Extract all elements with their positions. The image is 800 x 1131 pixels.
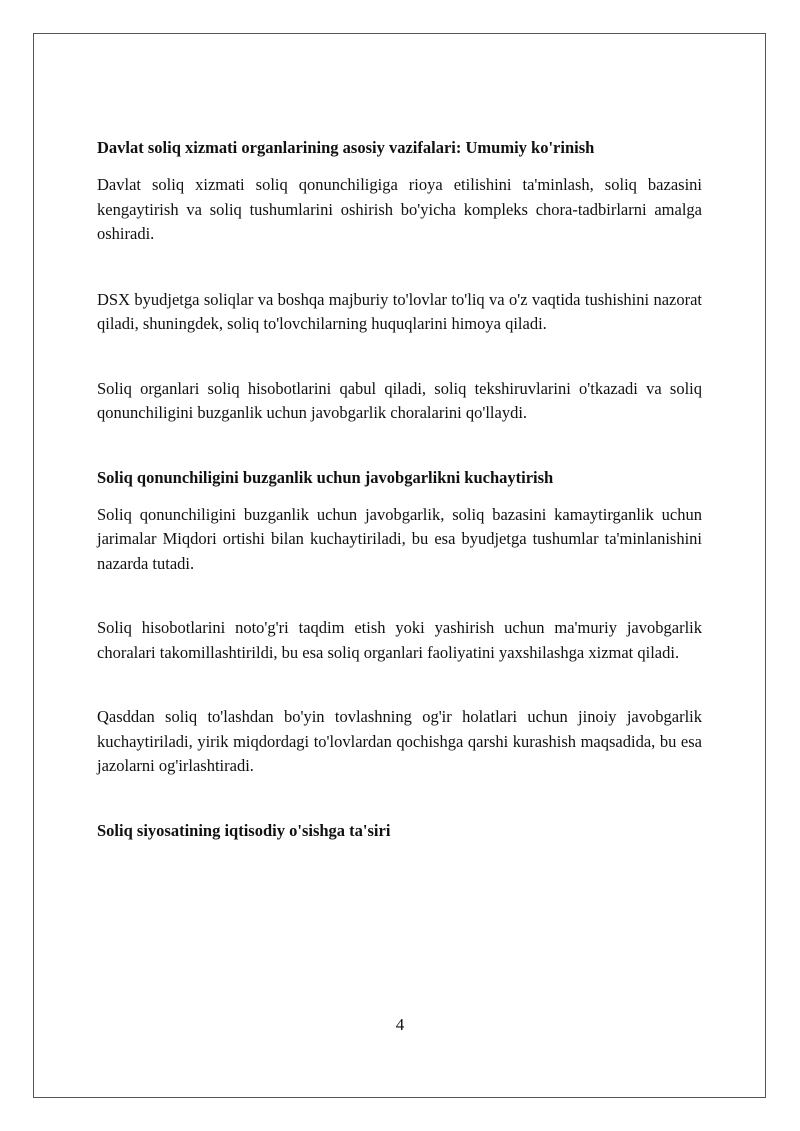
paragraph-administrative-liability: Soliq hisobotlarini noto'g'ri taqdim etish yoki yashirish uchun ma'muriy javobgarlik choralari takomillashtirildi, bu esa soliq organlari faoliyatini yaxshilashga xizmat qiladi.	[97, 618, 702, 662]
paragraph-tax-reports-inspections: Soliq organlari soliq hisobotlarini qabul qiladi, soliq tekshiruvlarini o'tkazadi va soliq qonunchiligini buzganlik uchun javobgarlik choralarini qo'llaydi.	[97, 378, 702, 422]
section-heading-liability-strengthening: Soliq qonunchiligini buzganlik uchun javobgarlikni kuchaytirish	[97, 467, 554, 487]
section-heading-tax-service-tasks: Davlat soliq xizmati organlarining asosiy vazifalari: Umumiy ko'rinish	[97, 138, 595, 157]
paragraph-dsx-budget-control: DSX byudjetga soliqlar va boshqa majburiy to'lovlar to'liq va o'z vaqtida tushishini nazorat qiladi, shuningdek, soliq to'lovchilarning huquqlarini himoya qiladi.	[97, 289, 702, 333]
page-content	[97, 136, 702, 843]
paragraph-tax-service-measures: Davlat soliq xizmati soliq qonunchiligiga rioya etilishini ta'minlash, soliq bazasini kengaytirish va soliq tushumlarini oshirish bo'yicha kompleks chora-tadbirlarni amalga oshiradi.	[97, 175, 702, 243]
paragraph-criminal-liability: Qasddan soliq to'lashdan bo'yin tovlashning og'ir holatlari uchun jinoiy javobgarlik kuchaytiriladi, yirik miqdordagi to'lovlardan qochishga qarshi kurashish maqsadida, bu esa jazolarni og'irlashtiradi.	[97, 707, 702, 775]
section-heading-economic-growth: Soliq siyosatining iqtisodiy o'sishga ta'siri	[97, 820, 391, 840]
page-number: 4	[395, 1015, 405, 1034]
paragraph-liability-fines: Soliq qonunchiligini buzganlik uchun javobgarlik, soliq bazasini kamaytirganlik uchun jarimalar Miqdori ortishi bilan kuchaytiriladi, bu esa byudjetga tushumlar ta'minlanishini nazarda tutadi.	[97, 504, 702, 573]
